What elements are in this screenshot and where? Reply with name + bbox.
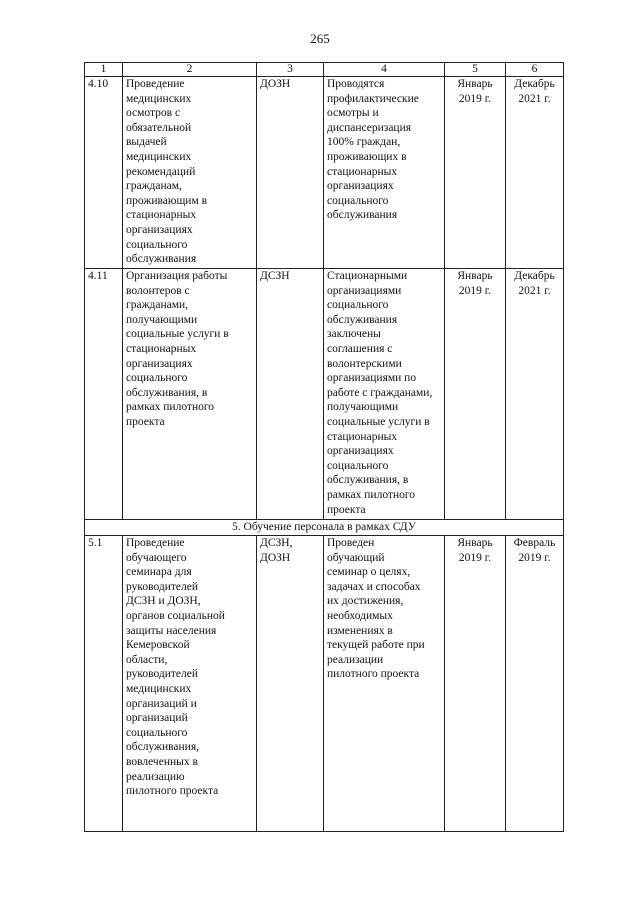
cell-line: Проведен — [327, 537, 375, 549]
cell-line: организаций и — [126, 697, 197, 710]
cell-line: реализации — [327, 653, 384, 666]
cell-line: пилотного проекта — [126, 785, 219, 798]
result-cell — [324, 536, 445, 832]
cell-line: организаций — [126, 712, 188, 725]
cell-line: социального — [126, 238, 188, 251]
column-number: 3 — [257, 63, 324, 77]
cell-line: задачах и способах — [327, 580, 421, 593]
activity-cell — [123, 269, 257, 520]
cell-line: проживающим в — [126, 194, 208, 207]
cell-line: рекомендаций — [126, 165, 196, 178]
cell-line: области, — [126, 653, 168, 666]
cell-line: Декабрь — [514, 78, 555, 90]
cell-line: рамках пилотного — [327, 488, 416, 501]
table-row — [85, 269, 564, 520]
cell-line: организациях — [327, 180, 394, 193]
cell-line: социального — [327, 194, 389, 207]
cell-line: обслуживания, — [126, 741, 199, 754]
cell-line: ДОЗН — [260, 78, 291, 90]
plan-table — [84, 62, 564, 832]
start-date-cell — [445, 536, 506, 832]
cell-line: руководителей — [126, 580, 199, 593]
cell-line: 2019 г. — [458, 284, 492, 297]
cell-line: гражданам, — [126, 180, 182, 193]
cell-line: выдачей — [126, 136, 167, 149]
cell-line: обслуживания — [327, 313, 398, 326]
row-number: 4.10 — [85, 77, 123, 269]
column-number: 2 — [123, 63, 257, 77]
cell-line: социальные услуги в — [327, 415, 430, 428]
cell-line: соглашения с — [327, 342, 393, 355]
cell-line: социального — [327, 459, 389, 472]
cell-line: медицинских — [126, 92, 192, 105]
cell-line: изменениях в — [327, 624, 393, 637]
cell-line: социального — [126, 372, 188, 385]
cell-line: стационарных — [327, 165, 398, 178]
cell-line: профилактические — [327, 92, 419, 105]
cell-line: обслуживания, в — [327, 474, 409, 487]
cell-line: Январь — [457, 270, 493, 282]
cell-line: обучающий — [327, 551, 385, 564]
cell-line: 2019 г. — [458, 551, 492, 564]
cell-line: их достижения, — [327, 595, 404, 608]
cell-line: вовлеченных в — [126, 755, 198, 768]
cell-line: стационарных — [327, 430, 398, 443]
cell-line: Проведение — [126, 78, 185, 90]
column-number: 5 — [445, 63, 506, 77]
cell-line: пилотного проекта — [327, 668, 420, 681]
activity-cell — [123, 77, 257, 269]
cell-line: волонтеров с — [126, 284, 190, 297]
cell-line: ДСЗН — [260, 270, 290, 282]
end-date-cell — [506, 536, 564, 832]
cell-line: обязательной — [126, 121, 192, 134]
cell-line: организациями — [327, 284, 402, 297]
cell-line: гражданами, — [126, 299, 189, 312]
cell-line: Январь — [457, 78, 493, 90]
cell-line: получающими — [327, 401, 399, 414]
column-number: 4 — [324, 63, 445, 77]
cell-line: медицинских — [126, 150, 192, 163]
cell-line: осмотры и — [327, 107, 379, 120]
cell-line: проживающих в — [327, 150, 407, 163]
cell-line: осмотров с — [126, 107, 181, 120]
cell-line: 2019 г. — [458, 92, 492, 105]
cell-line: Проводятся — [327, 78, 385, 90]
cell-line: диспансеризация — [327, 121, 412, 134]
cell-line: социальные услуги в — [126, 328, 229, 341]
cell-line: ДОЗН — [260, 551, 291, 564]
end-date-cell — [506, 269, 564, 520]
cell-line: обслуживания — [126, 253, 197, 266]
cell-line: социального — [126, 726, 188, 739]
column-number: 6 — [506, 63, 564, 77]
cell-line: стационарных — [126, 342, 197, 355]
cell-line: получающими — [126, 313, 198, 326]
row-number: 4.11 — [85, 269, 123, 520]
cell-line: рамках пилотного — [126, 401, 215, 414]
result-cell — [324, 269, 445, 520]
cell-line: организациями по — [327, 372, 417, 385]
column-number: 1 — [85, 63, 123, 77]
cell-line: 2021 г. — [518, 284, 551, 297]
cell-line: проекта — [327, 503, 366, 516]
cell-line: защиты населения — [126, 624, 217, 637]
section-row — [85, 520, 564, 536]
responsible-cell — [257, 77, 324, 269]
cell-line: Проведение — [126, 537, 185, 549]
responsible-cell — [257, 269, 324, 520]
cell-line: Организация работы — [126, 270, 228, 282]
activity-cell — [123, 536, 257, 832]
cell-line: организациях — [327, 445, 394, 458]
cell-line: руководителей — [126, 668, 199, 681]
cell-line: стационарных — [126, 209, 197, 222]
page-number: 265 — [310, 31, 330, 46]
cell-line: 100% граждан, — [327, 136, 401, 149]
row-number: 5.1 — [85, 536, 123, 832]
column-number-row — [85, 63, 564, 77]
cell-line: волонтерскими — [327, 357, 402, 370]
cell-line: обучающего — [126, 551, 187, 564]
cell-line: проекта — [126, 415, 165, 428]
end-date-cell — [506, 77, 564, 269]
cell-line: реализацию — [126, 770, 185, 783]
section-title: 5. Обучение персонала в рамках СДУ — [85, 520, 564, 536]
cell-line: органов социальной — [126, 609, 225, 622]
table-row — [85, 77, 564, 269]
start-date-cell — [445, 77, 506, 269]
cell-line: необходимых — [327, 609, 393, 622]
cell-line: Кемеровской — [126, 639, 190, 652]
start-date-cell — [445, 269, 506, 520]
cell-line: 2019 г. — [518, 551, 551, 564]
cell-line: обслуживания, в — [126, 386, 208, 399]
cell-line: текущей работе при — [327, 639, 425, 652]
cell-line: работе с гражданами, — [327, 386, 433, 399]
cell-line: медицинских — [126, 682, 192, 695]
cell-line: 2021 г. — [518, 92, 551, 105]
cell-line: Стационарными — [327, 270, 408, 282]
cell-line: организациях — [126, 357, 193, 370]
cell-line: социального — [327, 299, 389, 312]
cell-line: обслуживания — [327, 209, 398, 222]
cell-line: семинара для — [126, 566, 192, 579]
cell-line: ДСЗН и ДОЗН, — [126, 595, 201, 608]
result-cell — [324, 77, 445, 269]
responsible-cell — [257, 536, 324, 832]
cell-line: Декабрь — [514, 270, 555, 282]
cell-line: Январь — [457, 537, 493, 549]
cell-line: организациях — [126, 223, 193, 236]
cell-line: семинар о целях, — [327, 566, 411, 579]
cell-line: Февраль — [513, 537, 556, 549]
cell-line: заключены — [327, 328, 381, 341]
cell-line: ДСЗН, — [260, 537, 293, 549]
table-row — [85, 536, 564, 832]
